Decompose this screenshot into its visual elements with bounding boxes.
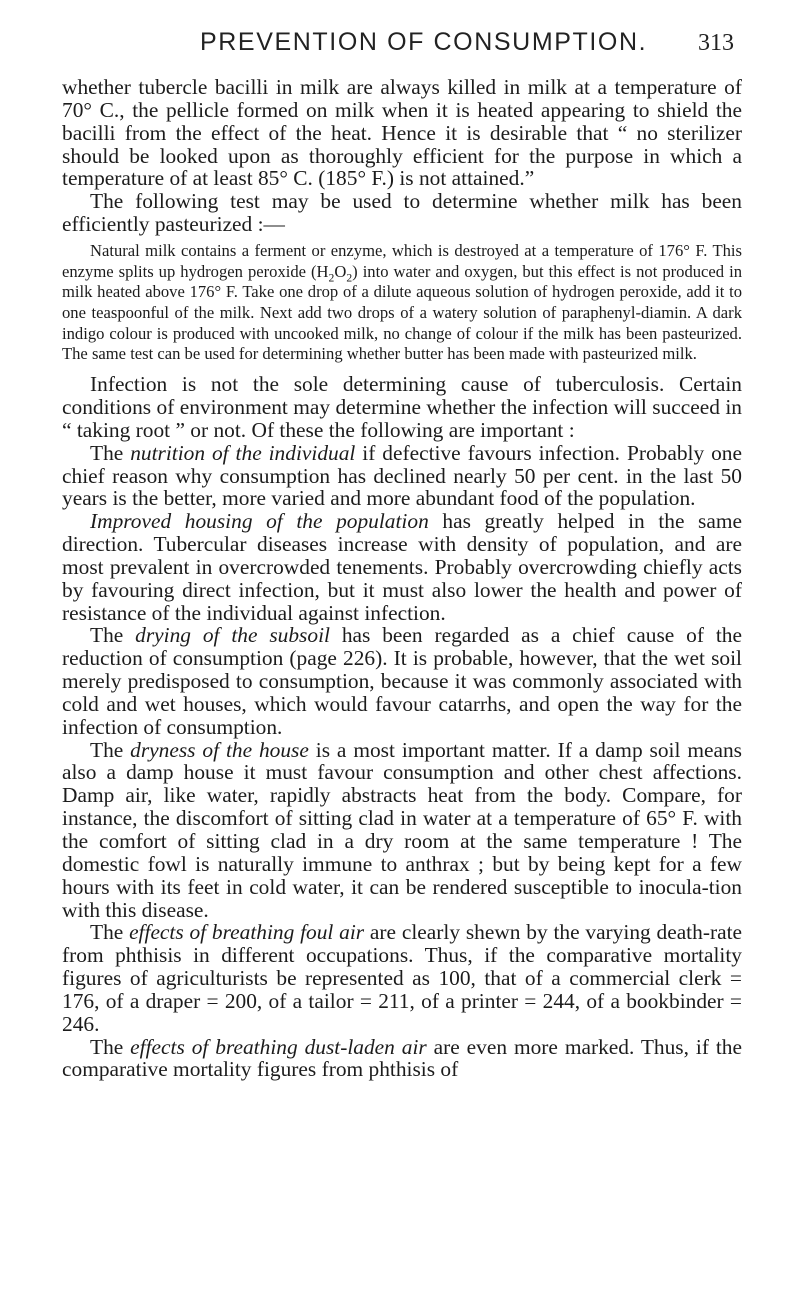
paragraph-dust-laden-air: The effects of breathing dust-laden air are even more marked. Thus, if the comparative mortality figures from phthisis of (62, 1034, 742, 1082)
note-subscript-1: 2 (328, 270, 335, 284)
note-text-3: ) into water and oxygen, but this effect is not produced in milk heated above 176° F. Take one drop of a dilute aqueous solution of hydrogen peroxide, add it to one teaspoonful of the milk. Next add two drops of a watery solution of paraphenyl-diamin. A dark indigo colour is produced with uncooked milk, no change of colour if the milk has been pasteurized. The same test can be used for determining whether butter has been made with pasteurized milk. (62, 261, 742, 364)
running-title: PREVENTION OF CONSUMPTION. (200, 28, 648, 56)
paragraph-subsoil: The drying of the subsoil has been regarded as a chief cause of the reduction of consumption (page 226). It is probable, however, that the wet soil merely predisposed to consumption, because it was commonly associated with cold and wet houses, which would favour catarrhs, and open the way for the infection of consumption. (62, 623, 742, 739)
paragraph-infection-conditions: Infection is not the sole determining cause of tuberculosis. Certain conditions of environment may determine whether the infection will succeed in “ taking root ” or not. Of these the following are important : (62, 372, 742, 442)
paragraph-pasteurization-temperature: whether tubercle bacilli in milk are always killed in milk at a temperature of 70° C., the pellicle formed on milk when it is heated appearing to shield the bacilli from the effect of the heat. Hence it is desirable that “ no sterilizer should be looked upon as thoroughly efficient for the purpose in which a temperature of at least 85° C. (185° F.) is not attained.” (62, 75, 742, 191)
term-foul-air: effects of breathing foul air (129, 920, 365, 945)
body-text-block-1 (62, 76, 742, 236)
note-subscript-2: 2 (346, 270, 353, 284)
pasteurization-test-note (62, 241, 742, 365)
paragraph-foul-air: The effects of breathing foul air are clearly shewn by the varying death-rate from phthisis in different occupations. Thus, if the comparative mortality figures of agriculturists be represented as 100, that of a commercial clerk = 176, of a draper = 200, of a tailor = 211, of a printer = 244, of a bookbinder = 246. (62, 920, 743, 1036)
term-subsoil: drying of the subsoil (135, 623, 330, 648)
running-header (62, 28, 742, 76)
paragraph-nutrition: The nutrition of the individual if defective favours infection. Probably one chief reason why consumption has declined nearly 50 per cent. in the last 50 years is the better, more varied and more abundant food of the population. (62, 440, 742, 511)
paragraph-housing: Improved housing of the population has greatly helped in the same direction. Tubercular diseases increase with density of population, and are most prevalent in overcrowded tenements. Probably overcrowding chiefly acts by favouring direct infection, but it must also lower the health and power of resistance of the individual against infection. (62, 509, 742, 625)
note-text-1: Natural milk contains a ferment or enzyme, which is destroyed at a temperature of 176° F. This enzyme splits up hydrogen peroxide (H (62, 240, 742, 281)
term-dryness: dryness of the house (130, 737, 309, 762)
term-housing: Improved housing of the population (90, 509, 429, 534)
paragraph-dryness-house: The dryness of the house is a most important matter. If a damp soil means also a damp house it must favour consumption and other chest affections. Damp air, like water, rapidly abstracts heat from the body. Compare, for instance, the discomfort of sitting clad in water at a temperature of 65° F. with the comfort of sitting clad in a dry room at the same temperature ! The domestic fowl is naturally immune to anthrax ; but by being kept for a few hours with its feet in cold water, it can be rendered susceptible to inocula-tion with this disease. (62, 737, 742, 922)
term-dust-laden-air: effects of breathing dust-laden air (130, 1034, 427, 1059)
page-number: 313 (698, 30, 734, 56)
note-text-2: O (334, 261, 347, 281)
term-nutrition: nutrition of the individual (130, 440, 356, 465)
paragraph-test-intro: The following test may be used to determine whether milk has been efficiently pasteurized :— (62, 189, 742, 237)
book-page (62, 28, 742, 1081)
body-text-block-2 (62, 373, 742, 1081)
note-paragraph (62, 241, 742, 365)
